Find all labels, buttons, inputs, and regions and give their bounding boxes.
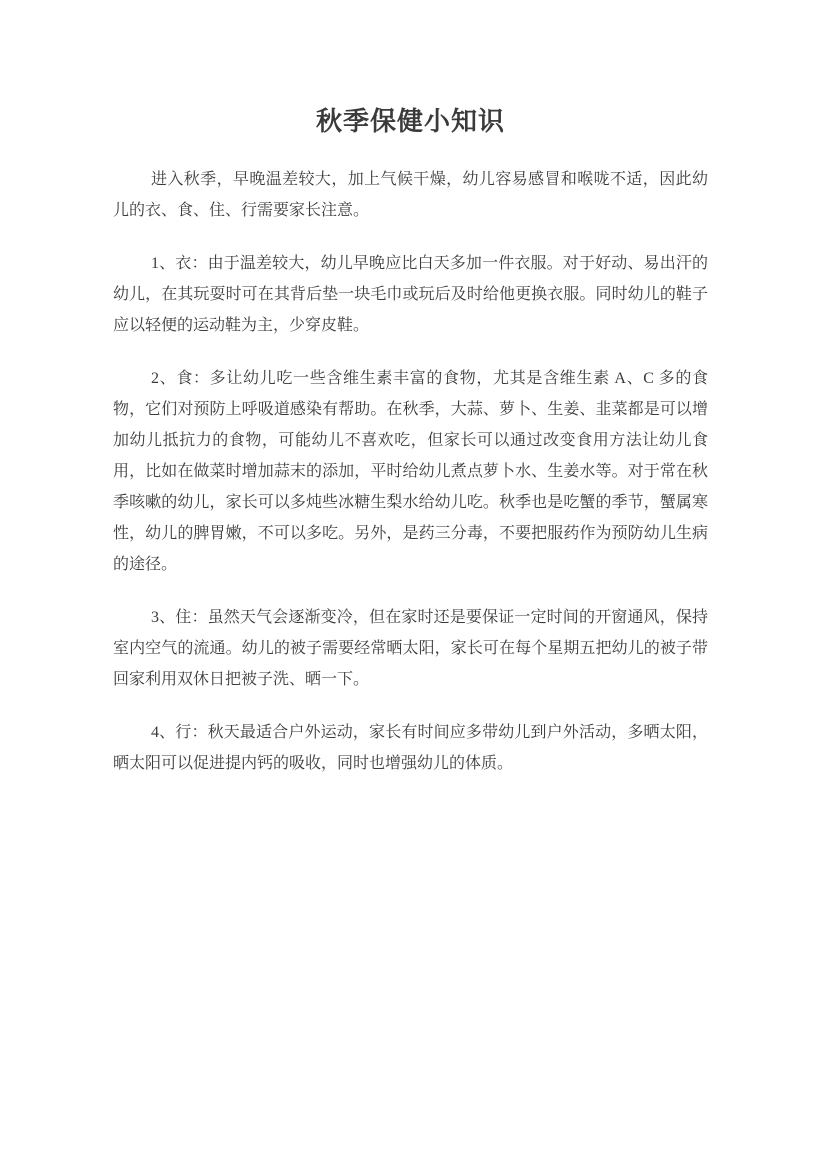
- paragraph: 2、食：多让幼儿吃一些含维生素丰富的食物，尤其是含维生素 A、C 多的食物，它们对预防上呼吸道感染有帮助。在秋季，大蒜、萝卜、生姜、韭菜都是可以增加幼儿抵抗力的食物，可能幼儿不喜欢吃，但家长可以通过改变食用方法让幼儿食用，比如在做菜时增加蒜末的添加，平时给幼儿煮点萝卜水、生姜水等。对于常在秋季咳嗽的幼儿，家长可以多炖些冰糖生梨水给幼儿吃。秋季也是吃蟹的季节，蟹属寒性，幼儿的脾胃嫩，不可以多吃。另外，是药三分毒，不要把服药作为预防幼儿生病的途径。: [113, 370, 708, 573]
- paragraph: 进入秋季，早晚温差较大，加上气候干燥，幼儿容易感冒和喉咙不适，因此幼儿的衣、食、住、行需要家长注意。: [113, 171, 708, 219]
- paragraph: 1、衣：由于温差较大，幼儿早晚应比白天多加一件衣服。对于好动、易出汗的幼儿，在其玩耍时可在其背后垫一块毛巾或玩后及时给他更换衣服。同时幼儿的鞋子应以轻便的运动鞋为主，少穿皮鞋。: [113, 255, 708, 334]
- page-title: 秋季保健小知识: [315, 107, 505, 136]
- paragraph: 3、住：虽然天气会逐渐变冷，但在家时还是要保证一定时间的开窗通风，保持室内空气的流通。幼儿的被子需要经常晒太阳，家长可在每个星期五把幼儿的被子带回家利用双休日把被子洗、晒一下。: [113, 609, 708, 688]
- paragraph: 4、行：秋天最适合户外运动，家长有时间应多带幼儿到户外活动，多晒太阳，晒太阳可以促进提内钙的吸收，同时也增强幼儿的体质。: [113, 724, 708, 772]
- paragraph-list: [113, 164, 708, 779]
